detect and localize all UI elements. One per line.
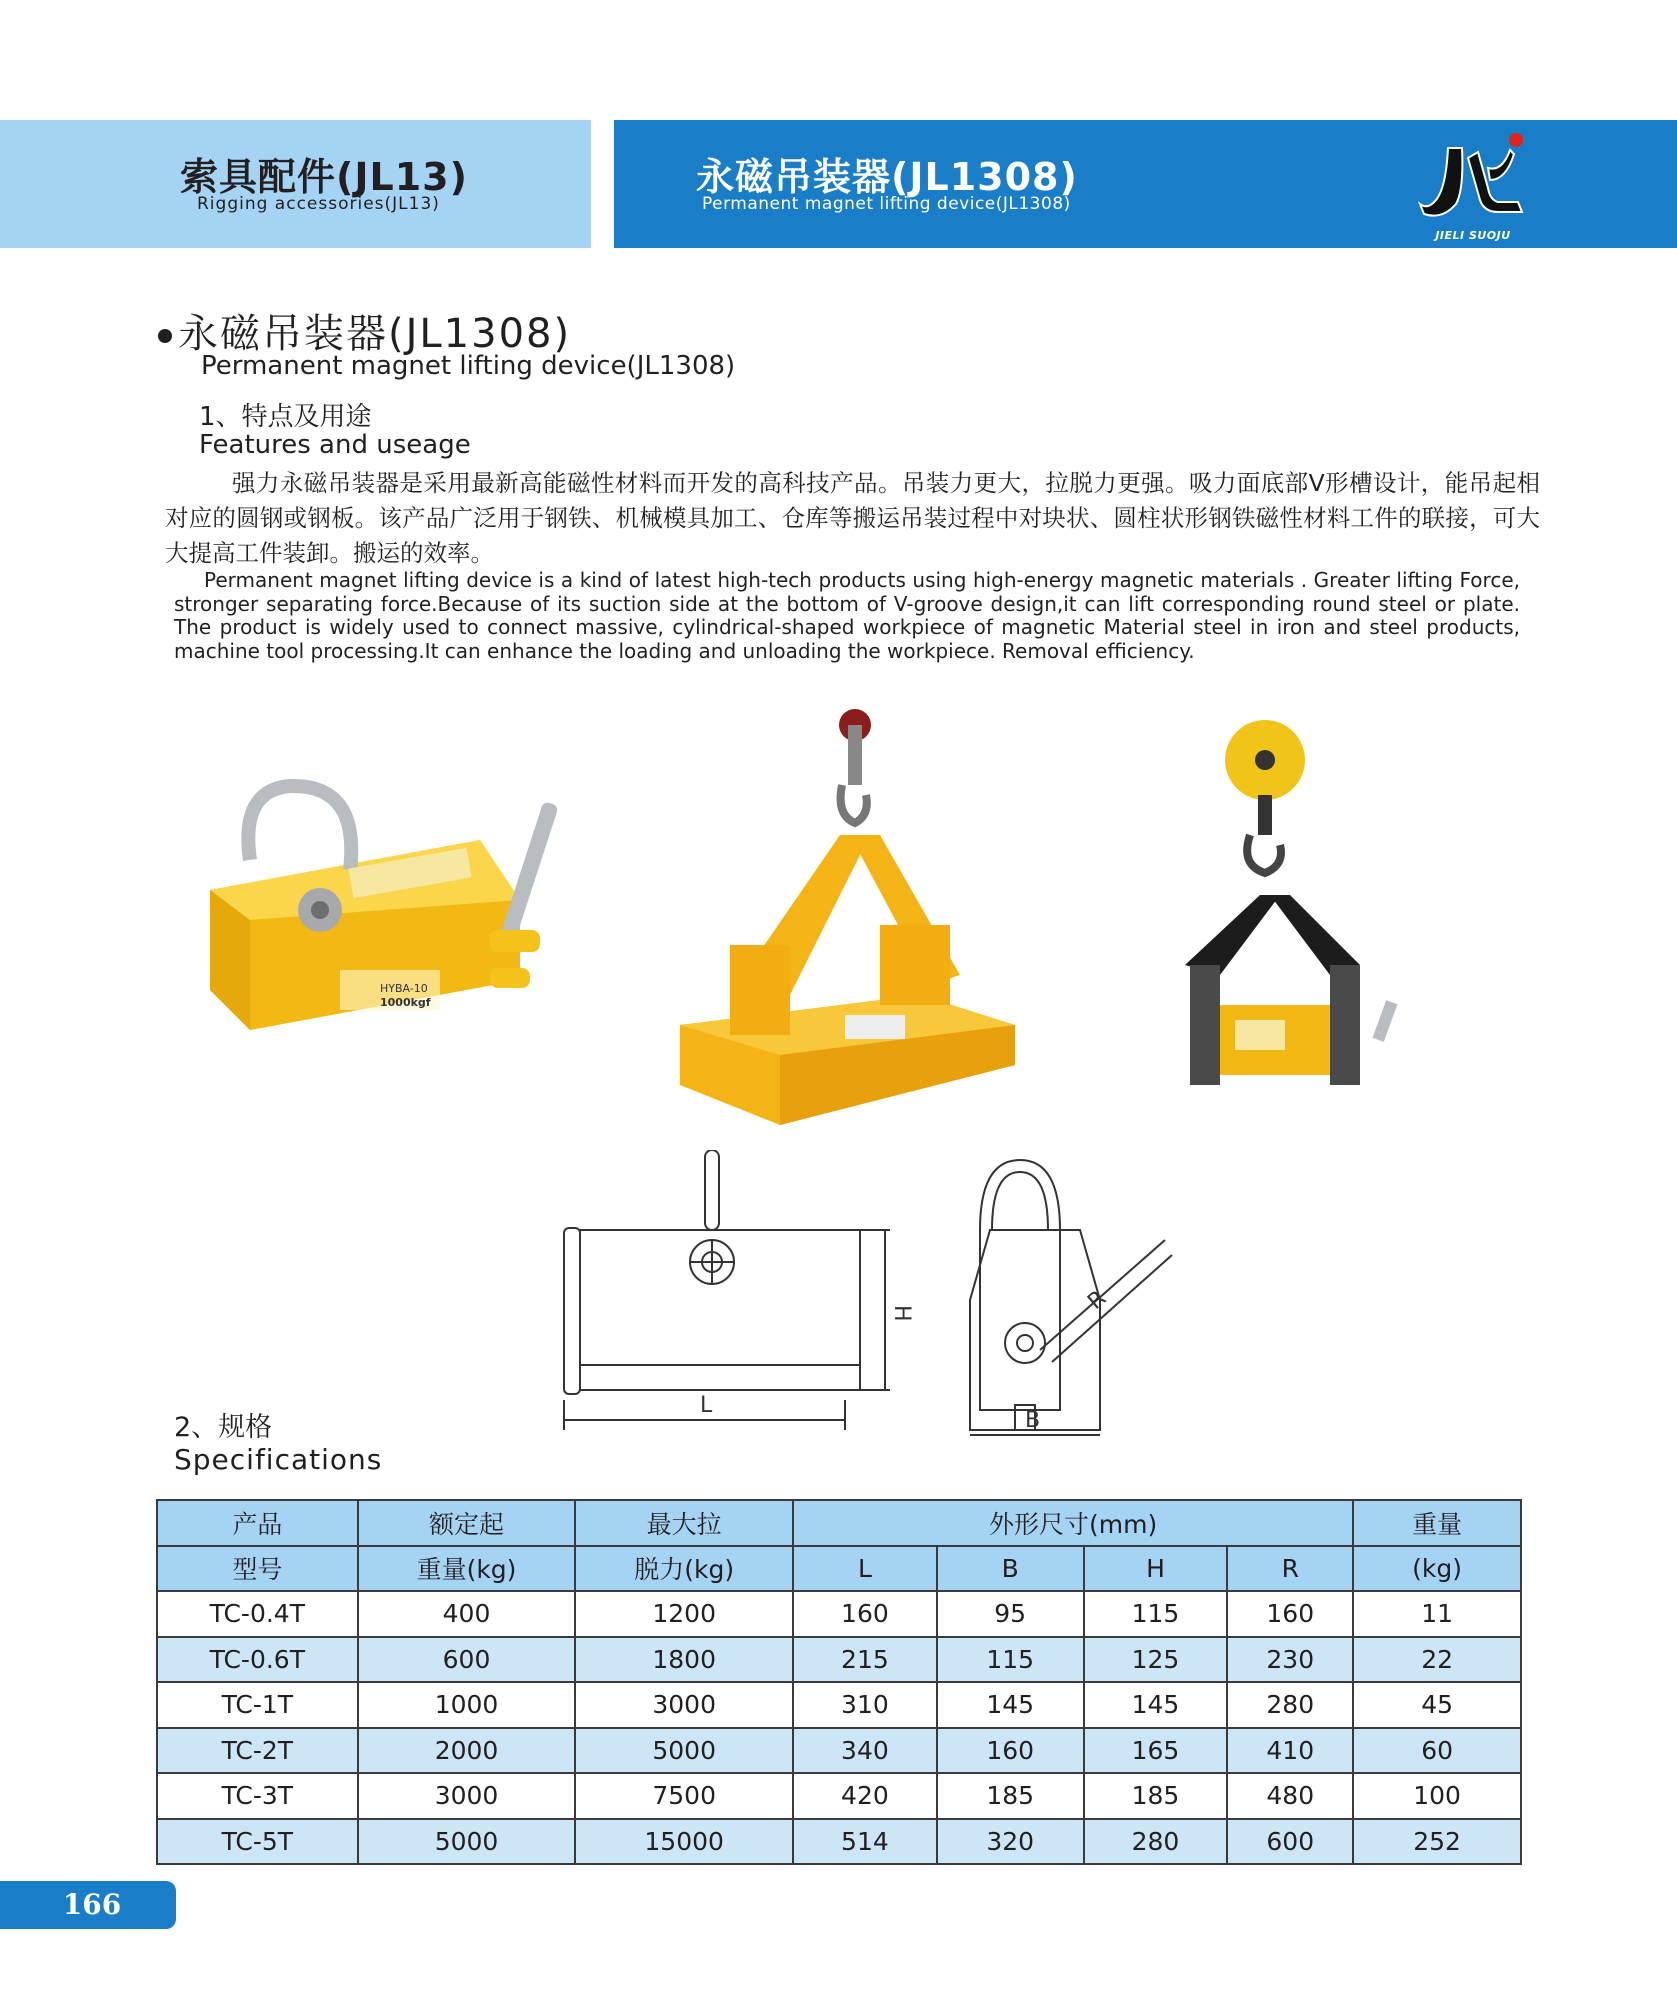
cell-weight: 252 <box>1353 1819 1521 1865</box>
cell-b: 320 <box>937 1819 1084 1865</box>
cell-b: 95 <box>937 1591 1084 1637</box>
header-section-subtitle: Rigging accessories(JL13) <box>197 194 440 214</box>
cell-model: TC-3T <box>157 1773 358 1819</box>
header-load-2: 重量(kg) <box>358 1546 576 1592</box>
header-r: R <box>1227 1546 1353 1592</box>
cell-l: 160 <box>793 1591 937 1637</box>
cell-weight: 22 <box>1353 1637 1521 1683</box>
cell-pull: 7500 <box>575 1773 793 1819</box>
header-product-subtitle: Permanent magnet lifting device(JL1308) <box>702 194 1071 214</box>
cell-model: TC-0.6T <box>157 1637 358 1683</box>
cell-load: 3000 <box>358 1773 576 1819</box>
cell-l: 420 <box>793 1773 937 1819</box>
cell-l: 310 <box>793 1682 937 1728</box>
header-model-2: 型号 <box>157 1546 358 1592</box>
features-heading-en: Features and useage <box>199 430 471 460</box>
specifications-heading-en: Specifications <box>174 1443 383 1476</box>
table-row <box>157 1682 1521 1728</box>
cell-model: TC-5T <box>157 1819 358 1865</box>
photo-model-label: HYBA-10 <box>380 982 428 995</box>
brand-logo <box>1418 128 1528 244</box>
header-b: B <box>937 1546 1084 1592</box>
cell-model: TC-0.4T <box>157 1591 358 1637</box>
cell-load: 5000 <box>358 1819 576 1865</box>
table-row <box>157 1728 1521 1774</box>
specifications-table <box>156 1499 1522 1865</box>
drawing-label-r: R <box>1083 1285 1112 1315</box>
table-row <box>157 1637 1521 1683</box>
cell-h: 145 <box>1084 1682 1228 1728</box>
cell-h: 115 <box>1084 1591 1228 1637</box>
cell-load: 400 <box>358 1591 576 1637</box>
cell-r: 230 <box>1227 1637 1353 1683</box>
drawing-label-h: H <box>889 1305 914 1322</box>
brand-logo-text: JIELI SUOJU <box>1435 229 1511 242</box>
table-header-row <box>157 1546 1521 1592</box>
cell-load: 600 <box>358 1637 576 1683</box>
header-pull-2: 脱力(kg) <box>575 1546 793 1592</box>
cell-r: 410 <box>1227 1728 1353 1774</box>
product-photo-hook-lifter <box>1180 715 1420 1115</box>
page-number: 166 <box>0 1881 176 1929</box>
features-description-en: Permanent magnet lifting device is a kind of latest high-tech products using high-energy magnetic materials . Greater lifting Force, stronger separating force.Because of its suction side at the bottom of V-groove design,it can lift corresponding round steel or plate. The product is widely used to connect massive, cylindrical-shaped workpiece of magnetic Material steel in iron and steel products, machine tool processing.It can enhance the loading and unloading the workpiece. Removal efficiency. <box>174 568 1520 663</box>
cell-l: 514 <box>793 1819 937 1865</box>
table-row <box>157 1773 1521 1819</box>
cell-h: 185 <box>1084 1773 1228 1819</box>
header-weight-2: (kg) <box>1353 1546 1521 1592</box>
cell-b: 115 <box>937 1637 1084 1683</box>
header-section-banner <box>0 120 591 248</box>
header-model-1: 产品 <box>157 1500 358 1546</box>
cell-r: 160 <box>1227 1591 1353 1637</box>
drawing-label-b: B <box>1025 1408 1041 1433</box>
cell-l: 340 <box>793 1728 937 1774</box>
cell-load: 2000 <box>358 1728 576 1774</box>
cell-pull: 3000 <box>575 1682 793 1728</box>
cell-h: 125 <box>1084 1637 1228 1683</box>
header-pull-1: 最大拉 <box>575 1500 793 1546</box>
features-description: 强力永磁吊装器是采用最新高能磁性材料而开发的高科技产品。吊装力更大，拉脱力更强。吸力面底部V形槽设计，能吊起相对应的圆钢或钢板。该产品广泛用于钢铁、机械模具加工、仓库等搬运吊装过程中对块状、圆柱状形钢铁磁性材料工件的联接，可大大提高工件装卸。搬运的效率。 <box>165 469 1540 567</box>
product-photo-frame-lifter <box>670 695 1030 1125</box>
bullet-icon <box>158 329 172 343</box>
cell-weight: 100 <box>1353 1773 1521 1819</box>
technical-drawing <box>560 1150 1180 1440</box>
cell-pull: 1200 <box>575 1591 793 1637</box>
cell-weight: 45 <box>1353 1682 1521 1728</box>
drawing-label-l: L <box>700 1393 713 1418</box>
header-section-title: 索具配件(JL13) <box>180 155 468 199</box>
cell-pull: 1800 <box>575 1637 793 1683</box>
header-dimensions: 外形尺寸(mm) <box>793 1500 1353 1546</box>
cell-r: 600 <box>1227 1819 1353 1865</box>
header-weight-1: 重量 <box>1353 1500 1521 1546</box>
brand-logo-icon <box>1418 128 1528 228</box>
cell-pull: 5000 <box>575 1728 793 1774</box>
table-row <box>157 1591 1521 1637</box>
product-title-text: 永磁吊装器(JL1308) <box>178 311 572 357</box>
cell-b: 145 <box>937 1682 1084 1728</box>
product-photo-magnet-lifter <box>190 770 610 1070</box>
cell-load: 1000 <box>358 1682 576 1728</box>
cell-r: 480 <box>1227 1773 1353 1819</box>
header-product-title: 永磁吊装器(JL1308) <box>696 155 1078 199</box>
table-row <box>157 1819 1521 1865</box>
cell-h: 165 <box>1084 1728 1228 1774</box>
cell-weight: 60 <box>1353 1728 1521 1774</box>
cell-b: 185 <box>937 1773 1084 1819</box>
features-heading: 1、特点及用途 <box>199 402 372 432</box>
cell-weight: 11 <box>1353 1591 1521 1637</box>
specifications-heading: 2、规格 <box>174 1412 273 1443</box>
photo-load-label: 1000kgf <box>380 996 431 1009</box>
cell-model: TC-1T <box>157 1682 358 1728</box>
cell-model: TC-2T <box>157 1728 358 1774</box>
cell-pull: 15000 <box>575 1819 793 1865</box>
cell-r: 280 <box>1227 1682 1353 1728</box>
cell-l: 215 <box>793 1637 937 1683</box>
table-header-row <box>157 1500 1521 1546</box>
cell-b: 160 <box>937 1728 1084 1774</box>
cell-h: 280 <box>1084 1819 1228 1865</box>
header-h: H <box>1084 1546 1228 1592</box>
product-title-en: Permanent magnet lifting device(JL1308) <box>201 351 736 381</box>
header-load-1: 额定起 <box>358 1500 576 1546</box>
header-l: L <box>793 1546 937 1592</box>
